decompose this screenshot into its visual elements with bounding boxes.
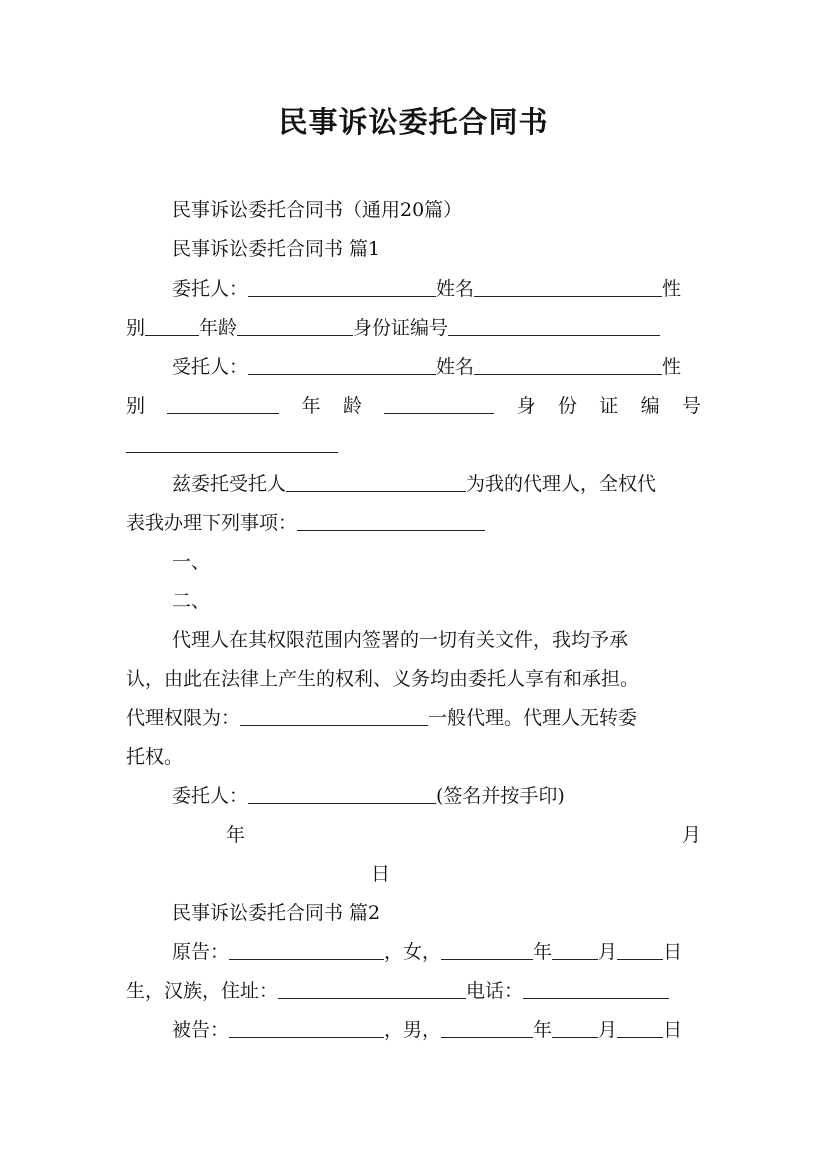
agent-name-blank[interactable] (286, 472, 466, 492)
defendant-gender: ，男， (384, 1019, 442, 1041)
date-month: 月 (681, 824, 701, 846)
birth-year-blank[interactable] (441, 1018, 533, 1038)
name-blank[interactable] (474, 355, 662, 375)
name-label: 姓名 (436, 278, 475, 300)
list-item-2: 二、 (172, 590, 211, 612)
birth-day-blank[interactable] (617, 1018, 663, 1038)
principal-blank[interactable] (248, 277, 436, 297)
matters-label: 表我办理下列事项： (126, 512, 298, 534)
name-blank[interactable] (474, 277, 662, 297)
paragraph-line: 托权。 (126, 746, 184, 768)
month-char: 月 (598, 1019, 618, 1041)
address-blank[interactable] (278, 979, 466, 999)
id-blank-line (126, 433, 701, 457)
gender-char: 性 (662, 356, 682, 378)
entrust-text: 兹委托受托人 (172, 473, 287, 495)
defendant-label: 被告： (172, 1019, 230, 1041)
document-subtitle: 民事诉讼委托合同书（通用20篇） (172, 199, 463, 221)
plaintiff-blank[interactable] (229, 940, 384, 960)
authority-text: 一般代理。代理人无转委 (428, 707, 638, 729)
birth-month-blank[interactable] (552, 1018, 598, 1038)
address-label: 生，汉族，住址： (126, 980, 279, 1002)
gender-char: 别 (126, 317, 146, 339)
year-char: 年 (533, 941, 553, 963)
matters-blank[interactable] (297, 511, 485, 531)
paragraph-line: 认，由此在法律上产生的权利、义务均由委托人享有和承担。 (126, 668, 640, 690)
document-title: 民事诉讼委托合同书 (278, 105, 549, 139)
section1-heading: 民事诉讼委托合同书 篇1 (172, 238, 381, 260)
spaced-char: 别 (126, 395, 146, 417)
paragraph-line: 代理人在其权限范围内签署的一切有关文件，我均予承 (172, 629, 629, 651)
age-blank[interactable] (384, 394, 494, 414)
entrust-line (172, 472, 701, 496)
principal-line (172, 277, 701, 301)
gender-char: 性 (662, 278, 682, 300)
age-label: 年龄 (199, 317, 238, 339)
date-line (126, 823, 701, 847)
gender-blank[interactable] (167, 394, 279, 414)
day-char: 日 (663, 941, 683, 963)
principal-detail-line (126, 316, 701, 340)
authority-label: 代理权限为： (126, 707, 241, 729)
agent-blank[interactable] (248, 355, 436, 375)
signature-line (172, 784, 701, 808)
date-day: 日 (371, 863, 391, 885)
defendant-blank[interactable] (229, 1018, 384, 1038)
paragraph-line (126, 706, 701, 730)
agent-detail-line (126, 394, 701, 418)
spaced-char: 年 (301, 395, 321, 417)
phone-label: 电话： (466, 980, 524, 1002)
spaced-char: 身 (516, 395, 536, 417)
agent-label: 受托人： (172, 356, 249, 378)
spaced-char: 龄 (342, 395, 362, 417)
authority-blank[interactable] (240, 706, 428, 726)
plaintiff-gender: ，女， (384, 941, 442, 963)
month-char: 月 (598, 941, 618, 963)
id-blank[interactable] (448, 316, 660, 336)
date-day-line (126, 862, 701, 886)
spaced-char: 份 (557, 395, 577, 417)
gender-blank[interactable] (145, 316, 199, 336)
plaintiff-line (172, 940, 701, 964)
section2-heading: 民事诉讼委托合同书 篇2 (172, 902, 381, 924)
agent-line (172, 355, 701, 379)
phone-blank[interactable] (523, 979, 669, 999)
id-label: 身份证编号 (353, 317, 449, 339)
entrust-text: 为我的代理人，全权代 (466, 473, 657, 495)
name-label: 姓名 (436, 356, 475, 378)
signature-note: (签名并按手印) (436, 785, 565, 807)
spaced-char: 号 (681, 395, 701, 417)
signature-blank[interactable] (248, 784, 436, 804)
day-char: 日 (663, 1019, 683, 1041)
plaintiff-address-line (126, 979, 701, 1003)
spaced-char: 编 (640, 395, 660, 417)
date-year: 年 (226, 824, 246, 846)
id-blank[interactable] (126, 433, 338, 453)
birth-day-blank[interactable] (617, 940, 663, 960)
age-blank[interactable] (237, 316, 353, 336)
matters-line (126, 511, 701, 535)
plaintiff-label: 原告： (172, 941, 230, 963)
year-char: 年 (533, 1019, 553, 1041)
principal-label: 委托人： (172, 278, 249, 300)
birth-year-blank[interactable] (441, 940, 533, 960)
signature-label: 委托人： (172, 785, 249, 807)
defendant-line (172, 1018, 701, 1042)
list-item-1: 一、 (172, 551, 211, 573)
birth-month-blank[interactable] (552, 940, 598, 960)
spaced-char: 证 (599, 395, 619, 417)
